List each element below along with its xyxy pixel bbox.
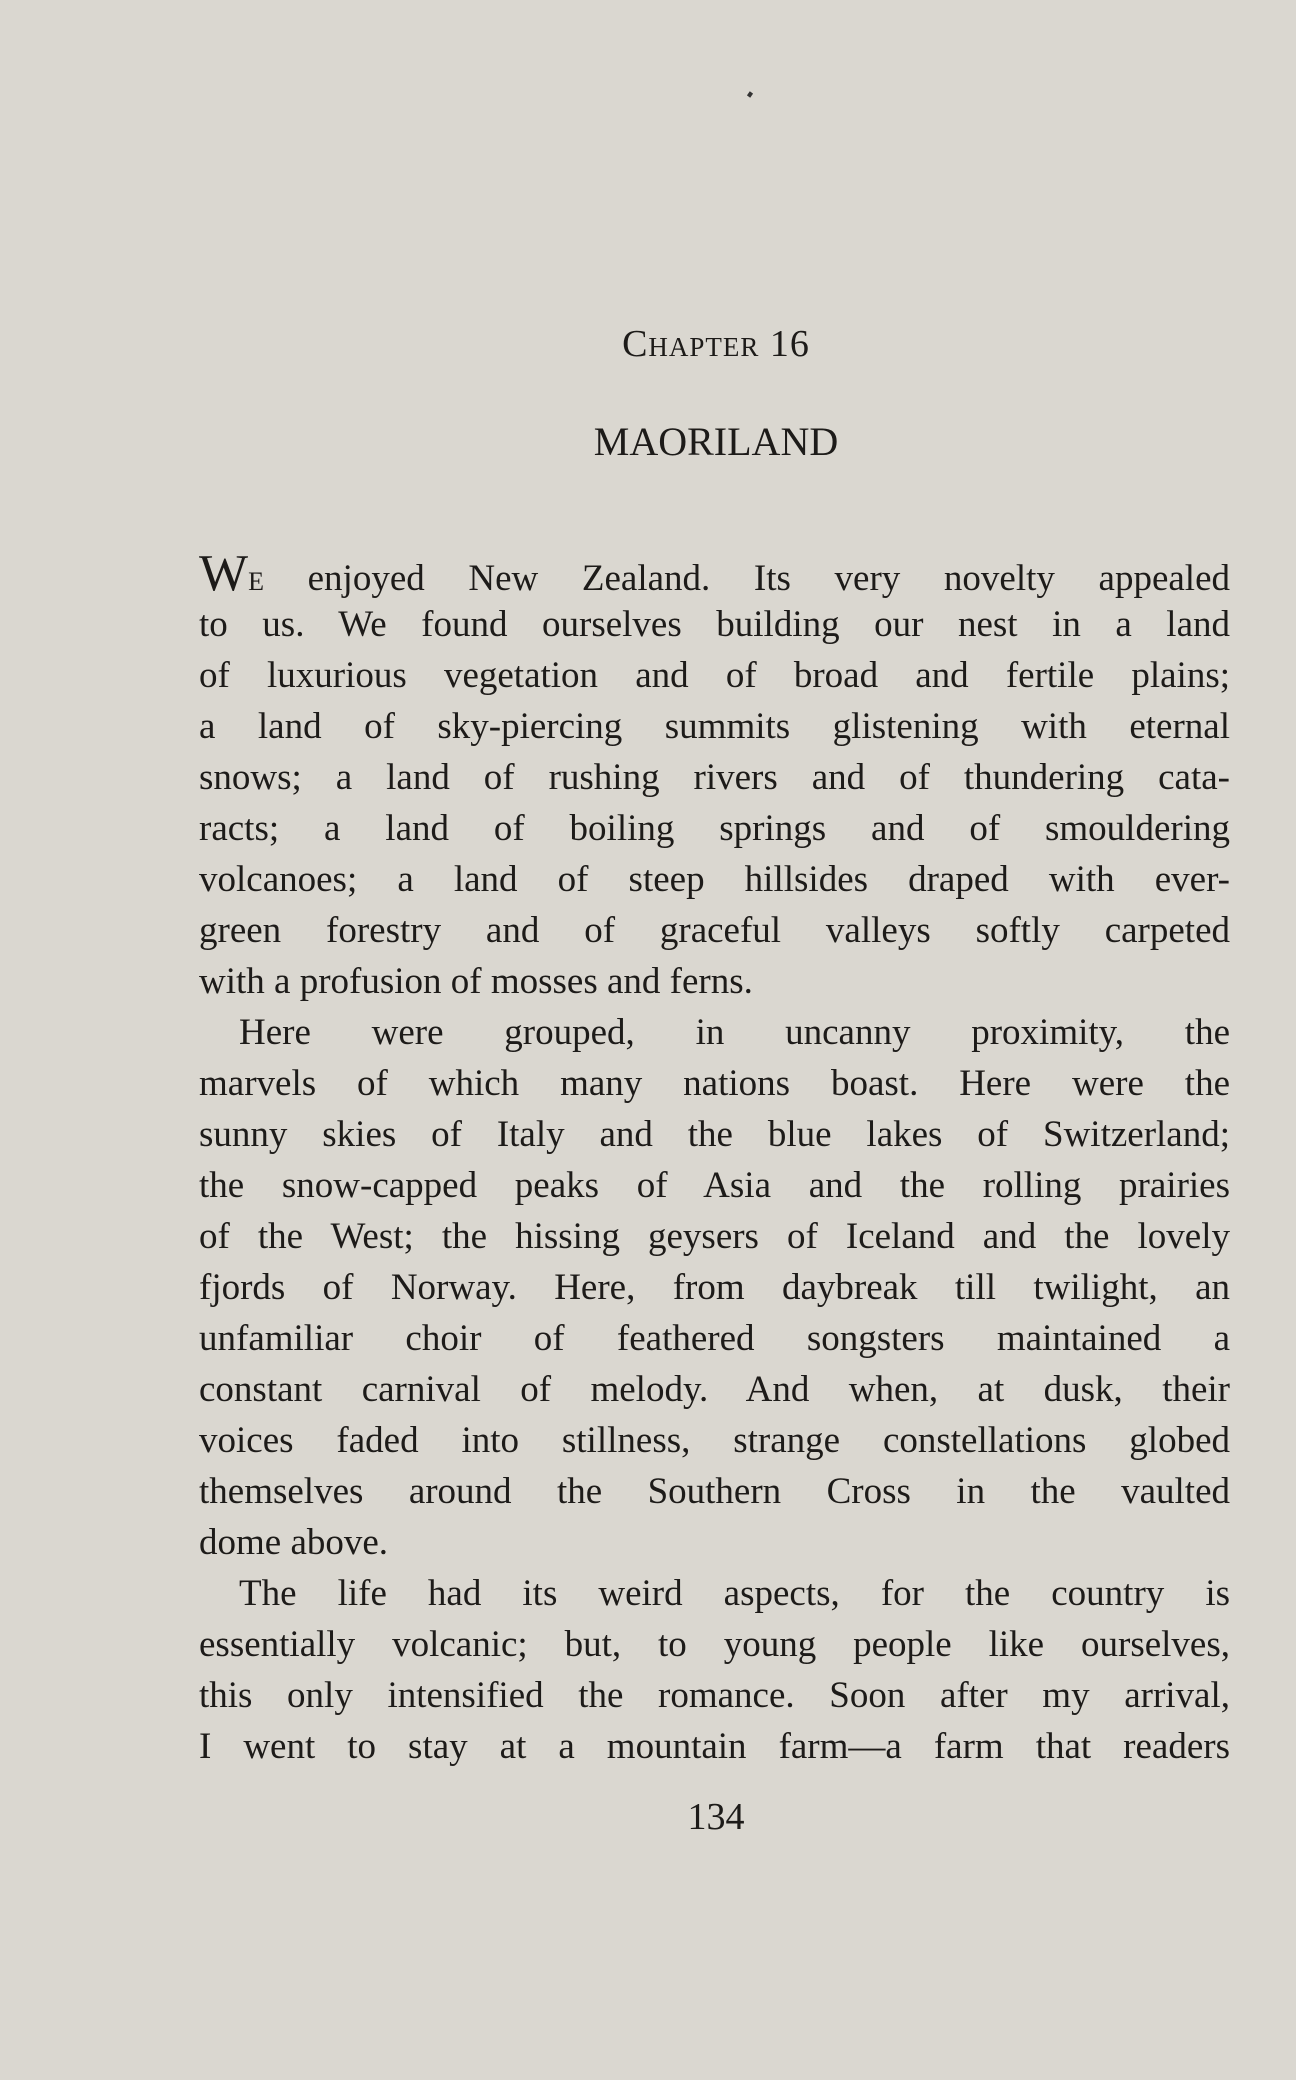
text-line: unfamiliar choir of feathered songsters maintained a [199, 1318, 1230, 1359]
text-line: green forestry and of graceful valleys softly carpeted [199, 910, 1230, 951]
page-number: 134 [687, 1796, 745, 1838]
text-line: the snow-capped peaks of Asia and the rolling prairies [199, 1165, 1230, 1206]
text-line: voices faded into stillness, strange constellations globed [199, 1420, 1230, 1461]
text-line: dome above. [199, 1522, 389, 1563]
text-line: racts; a land of boiling springs and of smouldering [199, 808, 1230, 849]
paper-speck [747, 91, 753, 97]
text-line: The life had its weird aspects, for the country is [239, 1573, 1230, 1614]
text-line: of luxurious vegetation and of broad and fertile plains; [199, 655, 1230, 696]
text-line: I went to stay at a mountain farm—a farm that readers [199, 1726, 1230, 1767]
text-line: of the West; the hissing geysers of Iceland and the lovely [199, 1216, 1230, 1257]
text-line: Here were grouped, in uncanny proximity, the [239, 1012, 1230, 1053]
chapter-title: MAORILAND [593, 419, 839, 464]
text-line: a land of sky-piercing summits glistening with eternal [199, 706, 1230, 747]
text-line: to us. We found ourselves building our nest in a land [199, 604, 1230, 645]
text-line: essentially volcanic; but, to young people like ourselves, [199, 1624, 1230, 1665]
chapter-label: Chapter 16 [622, 323, 810, 365]
text-line: this only intensified the romance. Soon after my arrival, [199, 1675, 1230, 1716]
drop-cap-rest: e [248, 558, 264, 599]
text-line: sunny skies of Italy and the blue lakes of Switzerland; [199, 1114, 1230, 1155]
text-line: volcanoes; a land of steep hillsides draped with ever- [199, 859, 1230, 900]
text-line [199, 545, 1230, 602]
drop-cap: W [199, 545, 249, 602]
text-line: snows; a land of rushing rivers and of thundering cata- [199, 757, 1230, 798]
text-line: fjords of Norway. Here, from daybreak till twilight, an [199, 1267, 1230, 1308]
text-line: marvels of which many nations boast. Here were the [199, 1063, 1230, 1104]
line-text: enjoyed New Zealand. Its very novelty appealed [263, 558, 1230, 599]
text-line: themselves around the Southern Cross in the vaulted [199, 1471, 1230, 1512]
text-line: constant carnival of melody. And when, at dusk, their [199, 1369, 1230, 1410]
text-line: with a profusion of mosses and ferns. [199, 961, 753, 1002]
